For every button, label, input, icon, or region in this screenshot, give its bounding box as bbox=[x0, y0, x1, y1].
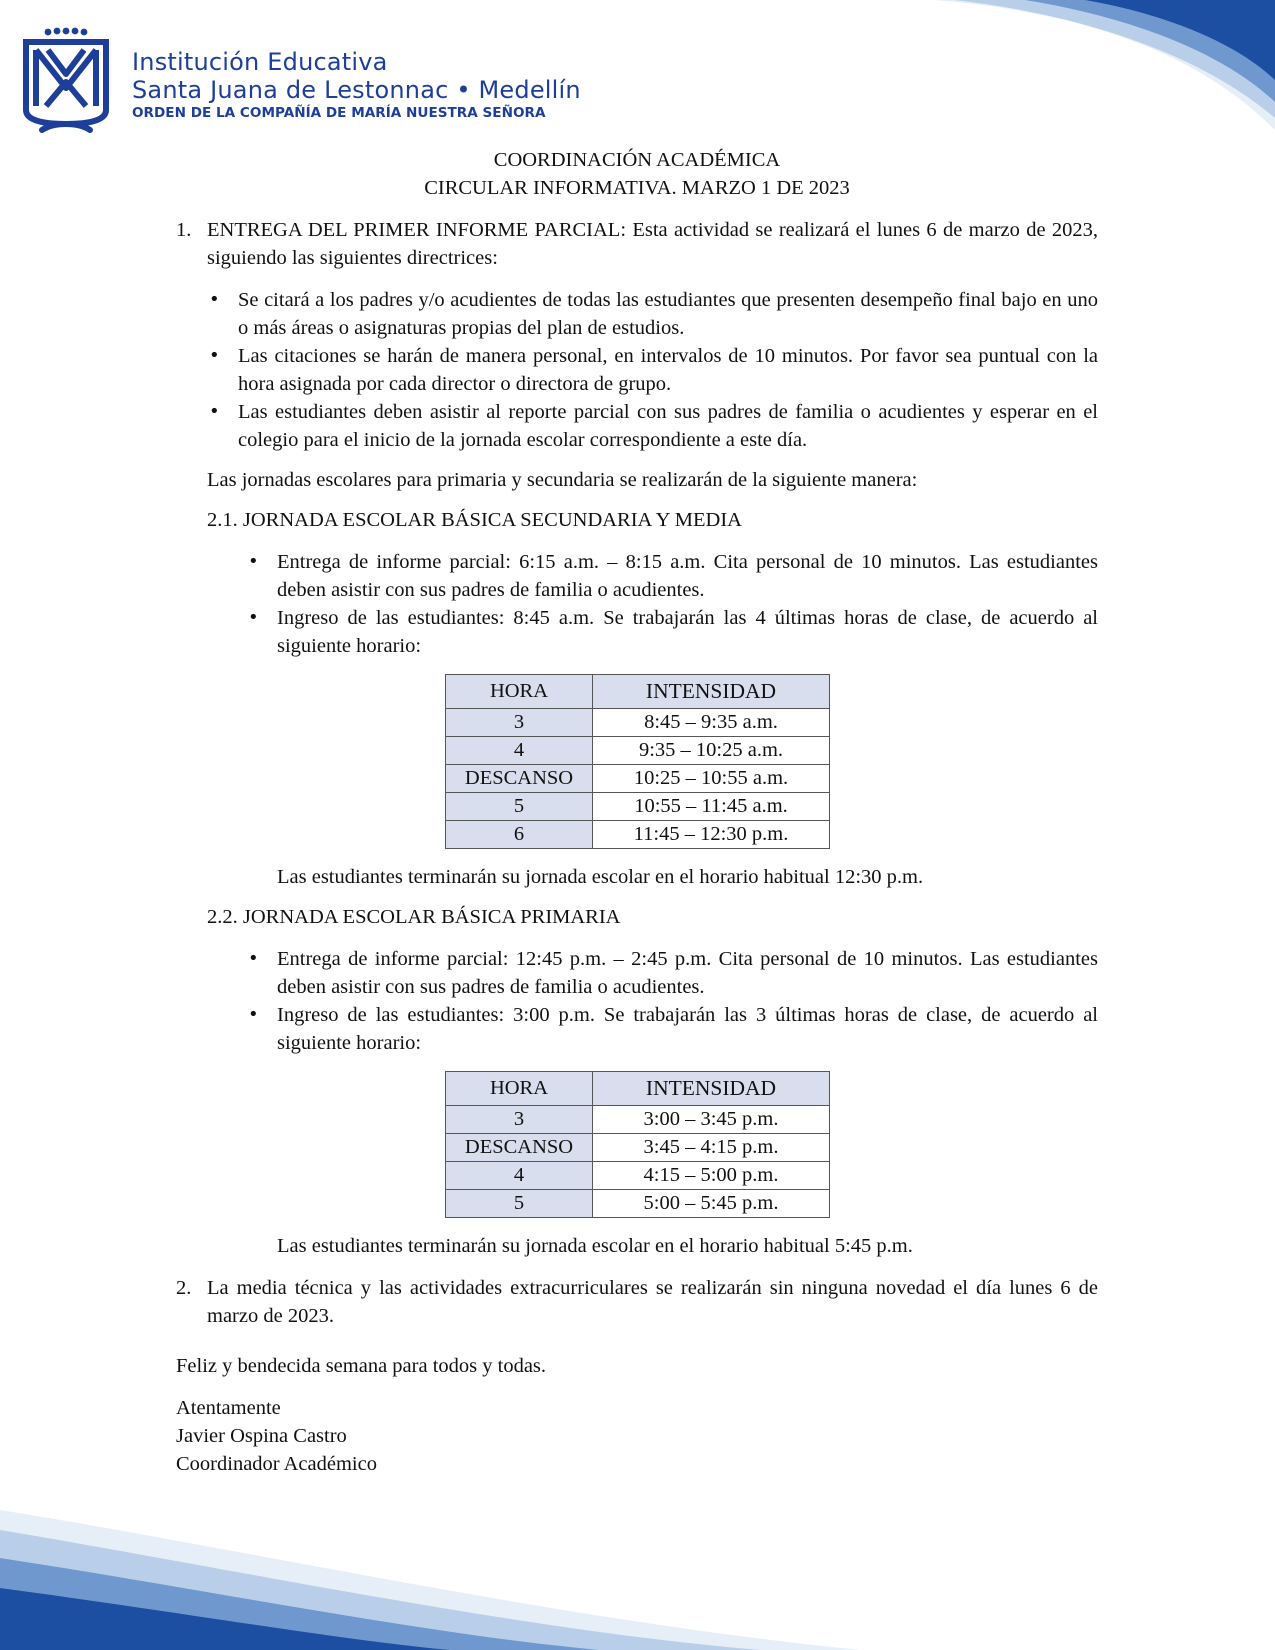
column-header: INTENSIDAD bbox=[593, 1072, 830, 1106]
primary-schedule-table bbox=[445, 1071, 830, 1218]
list-item: • Ingreso de las estudiantes: 3:00 p.m. Se trabajarán las 3 últimas horas de clase, de acuerdo al siguiente horario: bbox=[246, 1001, 1098, 1057]
column-header: HORA bbox=[446, 675, 593, 709]
table-row bbox=[446, 765, 830, 793]
secondary-schedule-table bbox=[445, 674, 830, 849]
hour-cell: 3 bbox=[446, 709, 593, 737]
institution-logo-icon bbox=[20, 26, 112, 138]
list-item: • Entrega de informe parcial: 12:45 p.m. – 2:45 p.m. Cita personal de 10 minutos. Las estudiantes deben asistir con sus padres de familia o acudientes. bbox=[246, 945, 1098, 1001]
time-cell: 5:00 – 5:45 p.m. bbox=[593, 1190, 830, 1218]
directives-list bbox=[207, 286, 1098, 454]
hour-cell: 5 bbox=[446, 1190, 593, 1218]
table-row bbox=[446, 1106, 830, 1134]
time-cell: 3:00 – 3:45 p.m. bbox=[593, 1106, 830, 1134]
column-header: HORA bbox=[446, 1072, 593, 1106]
list-item: • Las estudiantes deben asistir al reporte parcial con sus padres de familia o acudientes y esperar en el colegio para el inicio de la jornada escolar correspondiente a este día. bbox=[207, 398, 1098, 454]
section-2-2-list bbox=[246, 945, 1098, 1057]
bottom-swoosh-decoration bbox=[0, 1480, 1275, 1650]
section-2-1-endnote: Las estudiantes terminarán su jornada escolar en el horario habitual 12:30 p.m. bbox=[277, 866, 924, 888]
hour-cell: 5 bbox=[446, 793, 593, 821]
hour-cell: 4 bbox=[446, 737, 593, 765]
table-row bbox=[446, 1162, 830, 1190]
hour-cell: 3 bbox=[446, 1106, 593, 1134]
item-number: 2. bbox=[176, 1277, 192, 1299]
item-text: ENTREGA DEL PRIMER INFORME PARCIAL: Esta actividad se realizará el lunes 6 de marzo de 2023, siguiendo las siguientes directrices: bbox=[207, 219, 1098, 269]
list-item: • Entrega de informe parcial: 6:15 a.m. – 8:15 a.m. Cita personal de 10 minutos. Las estudiantes deben asistir con sus padres de familia o acudientes. bbox=[246, 548, 1098, 604]
hour-cell: 4 bbox=[446, 1162, 593, 1190]
section-2-1-title: 2.1. JORNADA ESCOLAR BÁSICA SECUNDARIA Y MEDIA bbox=[207, 509, 742, 531]
time-cell: 10:25 – 10:55 a.m. bbox=[593, 765, 830, 793]
section-2-2-endnote: Las estudiantes terminarán su jornada escolar en el horario habitual 5:45 p.m. bbox=[277, 1235, 913, 1257]
numbered-item-2 bbox=[176, 1274, 1098, 1330]
signer-role: Coordinador Académico bbox=[176, 1453, 377, 1475]
table-header-row bbox=[446, 675, 830, 709]
hour-cell: DESCANSO bbox=[446, 1134, 593, 1162]
time-cell: 9:35 – 10:25 a.m. bbox=[593, 737, 830, 765]
institution-name-line1: Institución Educativa bbox=[132, 48, 388, 76]
closing-greeting: Feliz y bendecida semana para todos y todas. bbox=[176, 1355, 547, 1377]
title-line2: CIRCULAR INFORMATIVA. MARZO 1 DE 2023 bbox=[424, 177, 850, 199]
circular-body bbox=[176, 146, 1098, 1478]
institution-name-line2: Santa Juana de Lestonnac • Medellín bbox=[132, 76, 581, 104]
item-text: La media técnica y las actividades extracurriculares se realizarán sin ninguna novedad el día lunes 6 de marzo de 2023. bbox=[207, 1277, 1098, 1327]
section-2-2-title: 2.2. JORNADA ESCOLAR BÁSICA PRIMARIA bbox=[207, 906, 621, 928]
numbered-item-1 bbox=[176, 216, 1098, 272]
list-item: • Las citaciones se harán de manera personal, en intervalos de 10 minutos. Por favor sea puntual con la hora asignada por cada director o directora de grupo. bbox=[207, 342, 1098, 398]
table-header-row bbox=[446, 1072, 830, 1106]
institution-order: ORDEN DE LA COMPAÑÍA DE MARÍA NUESTRA SEÑORA bbox=[132, 105, 546, 121]
schedule-intro: Las jornadas escolares para primaria y secundaria se realizarán de la siguiente manera: bbox=[207, 469, 918, 491]
section-2-1-list bbox=[246, 548, 1098, 660]
signer-name: Javier Ospina Castro bbox=[176, 1425, 347, 1447]
table-row bbox=[446, 821, 830, 849]
table-row bbox=[446, 1134, 830, 1162]
hour-cell: DESCANSO bbox=[446, 765, 593, 793]
table-row bbox=[446, 793, 830, 821]
time-cell: 11:45 – 12:30 p.m. bbox=[593, 821, 830, 849]
item-number: 1. bbox=[176, 219, 192, 241]
list-item: • Ingreso de las estudiantes: 8:45 a.m. Se trabajarán las 4 últimas horas de clase, de acuerdo al siguiente horario: bbox=[246, 604, 1098, 660]
time-cell: 10:55 – 11:45 a.m. bbox=[593, 793, 830, 821]
column-header: INTENSIDAD bbox=[593, 675, 830, 709]
time-cell: 8:45 – 9:35 a.m. bbox=[593, 709, 830, 737]
list-item: • Se citará a los padres y/o acudientes de todas las estudiantes que presenten desempeño final bajo en uno o más áreas o asignaturas propias del plan de estudios. bbox=[207, 286, 1098, 342]
document-titles bbox=[176, 146, 1098, 202]
table-row bbox=[446, 737, 830, 765]
time-cell: 4:15 – 5:00 p.m. bbox=[593, 1162, 830, 1190]
title-line1: COORDINACIÓN ACADÉMICA bbox=[493, 149, 781, 171]
table-row bbox=[446, 709, 830, 737]
institution-name-block bbox=[132, 48, 581, 122]
signature-block bbox=[176, 1394, 1098, 1478]
table-row bbox=[446, 1190, 830, 1218]
hour-cell: 6 bbox=[446, 821, 593, 849]
time-cell: 3:45 – 4:15 p.m. bbox=[593, 1134, 830, 1162]
top-swoosh-decoration bbox=[935, 0, 1275, 140]
salutation: Atentamente bbox=[176, 1397, 281, 1419]
